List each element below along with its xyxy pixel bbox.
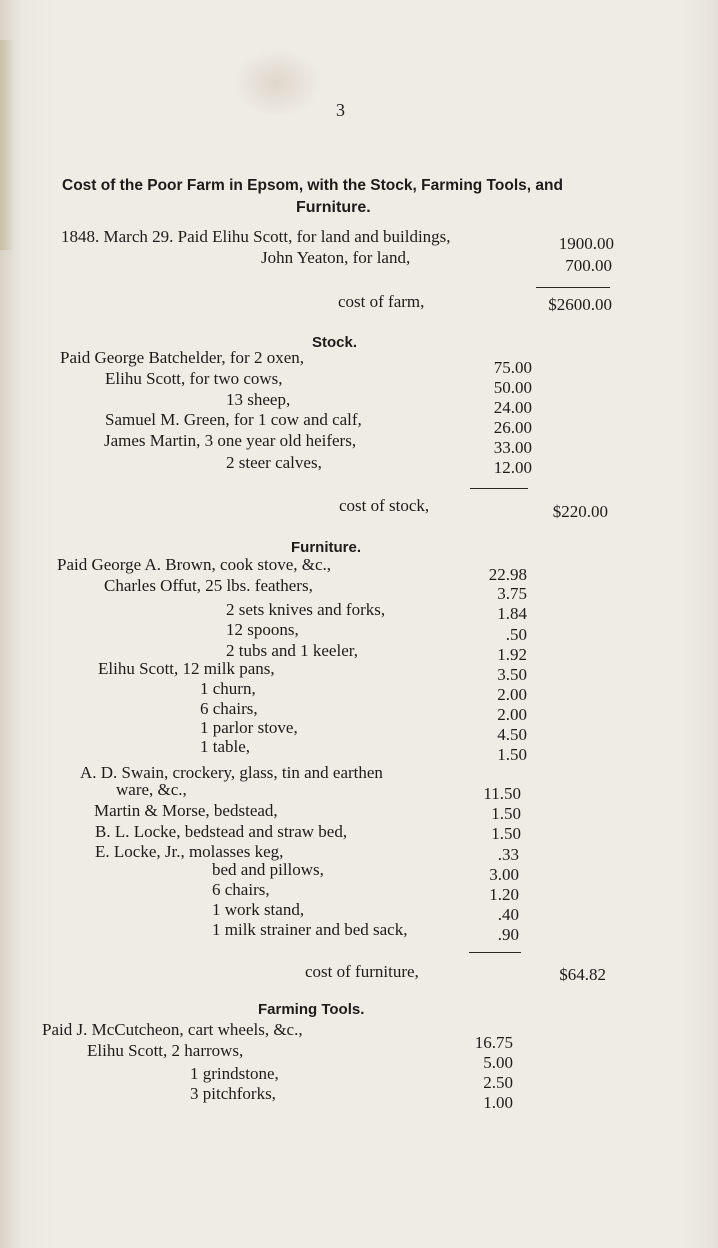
stock-heading: Stock.: [312, 334, 358, 351]
furniture-amount: .33: [497, 845, 519, 864]
stock-row: Elihu Scott, for two cows,: [105, 369, 283, 388]
furniture-amount: 2.00: [497, 685, 527, 704]
stock-amount: 75.00: [493, 358, 532, 377]
furniture-row: 2 tubs and 1 keeler,: [226, 641, 358, 660]
farm-line-2-amount: 700.00: [565, 256, 612, 275]
tools-row: 3 pitchforks,: [190, 1084, 276, 1103]
farm-total-label: cost of farm,: [338, 292, 425, 311]
stock-row: 2 steer calves,: [226, 453, 322, 472]
furniture-row: 1 churn,: [200, 679, 256, 698]
furniture-row: ware, &c.,: [116, 780, 187, 799]
furniture-amount: .50: [505, 625, 527, 644]
furniture-row: Martin & Morse, bedstead,: [94, 801, 278, 820]
furniture-row: 1 parlor stove,: [200, 718, 298, 737]
tools-amount: 5.00: [483, 1053, 513, 1072]
furniture-row: 6 chairs,: [200, 699, 258, 718]
page-number: 3: [336, 100, 345, 120]
stock-row: Paid George Batchelder, for 2 oxen,: [60, 348, 305, 367]
furniture-amount: 1.20: [489, 885, 519, 904]
page-edge-wear: [0, 40, 14, 250]
tools-amount: 1.00: [483, 1093, 513, 1112]
furniture-subtotal-rule: [469, 952, 521, 953]
furniture-amount: 3.50: [497, 665, 527, 684]
stock-subtotal-rule: [470, 488, 528, 489]
tools-row: 1 grindstone,: [190, 1064, 279, 1083]
furniture-row: Paid George A. Brown, cook stove, &c.,: [57, 555, 332, 574]
furniture-amount: 3.75: [497, 584, 527, 603]
stock-row: 13 sheep,: [226, 390, 291, 409]
furniture-row: E. Locke, Jr., molasses keg,: [95, 842, 284, 861]
furniture-row: Charles Offut, 25 lbs. feathers,: [104, 576, 313, 595]
title-line-1: Cost of the Poor Farm in Epsom, with the Stock, Farming Tools, and: [62, 177, 563, 194]
furniture-row: B. L. Locke, bedstead and straw bed,: [95, 822, 348, 841]
furniture-amount: 22.98: [488, 565, 527, 584]
furniture-row: 1 work stand,: [212, 900, 305, 919]
furniture-amount: 2.00: [497, 705, 527, 724]
furniture-row: 1 table,: [200, 737, 251, 756]
furniture-amount: 3.00: [489, 865, 519, 884]
furniture-amount: 11.50: [483, 784, 521, 803]
farm-total: $2600.00: [548, 295, 612, 314]
title-line-2: Furniture.: [296, 199, 371, 216]
furniture-amount: 1.92: [497, 645, 527, 664]
stock-amount: 33.00: [493, 438, 532, 457]
farm-line-2: John Yeaton, for land,: [261, 248, 411, 267]
furniture-total-label: cost of furniture,: [305, 962, 419, 981]
furniture-amount: 1.50: [491, 804, 521, 823]
furniture-row: 1 milk strainer and bed sack,: [212, 920, 408, 939]
furniture-amount: 1.50: [497, 745, 527, 764]
furniture-amount: 1.50: [491, 824, 521, 843]
furniture-row: 2 sets knives and forks,: [226, 600, 386, 619]
farm-line-1: 1848. March 29. Paid Elihu Scott, for land and buildings,: [61, 227, 451, 246]
stock-amount: 24.00: [493, 398, 532, 417]
furniture-row: 6 chairs,: [212, 880, 270, 899]
stock-total: $220.00: [552, 502, 608, 521]
furniture-row: Elihu Scott, 12 milk pans,: [98, 659, 275, 678]
furniture-row: 12 spoons,: [226, 620, 299, 639]
furniture-heading: Furniture.: [291, 539, 361, 556]
farm-total-rule: [536, 287, 610, 288]
stock-amount: 50.00: [493, 378, 532, 397]
tools-row: Paid J. McCutcheon, cart wheels, &c.,: [42, 1020, 303, 1039]
paper-stain: [232, 48, 322, 118]
stock-total-label: cost of stock,: [339, 496, 430, 515]
furniture-amount: 1.84: [497, 604, 527, 623]
farm-line-1-amount: 1900.00: [558, 234, 614, 253]
tools-heading: Farming Tools.: [258, 1001, 365, 1018]
furniture-amount: .40: [497, 905, 519, 924]
furniture-amount: 4.50: [497, 725, 527, 744]
stock-row: James Martin, 3 one year old heifers,: [104, 431, 357, 450]
tools-amount: 2.50: [483, 1073, 513, 1092]
furniture-row: A. D. Swain, crockery, glass, tin and earthen: [80, 763, 383, 782]
tools-row: Elihu Scott, 2 harrows,: [87, 1041, 244, 1060]
stock-amount: 12.00: [493, 458, 532, 477]
tools-amount: 16.75: [474, 1033, 513, 1052]
furniture-amount: .90: [497, 925, 519, 944]
furniture-total: $64.82: [559, 965, 606, 984]
furniture-row: bed and pillows,: [212, 860, 324, 879]
stock-row: Samuel M. Green, for 1 cow and calf,: [105, 410, 362, 429]
stock-amount: 26.00: [493, 418, 532, 437]
